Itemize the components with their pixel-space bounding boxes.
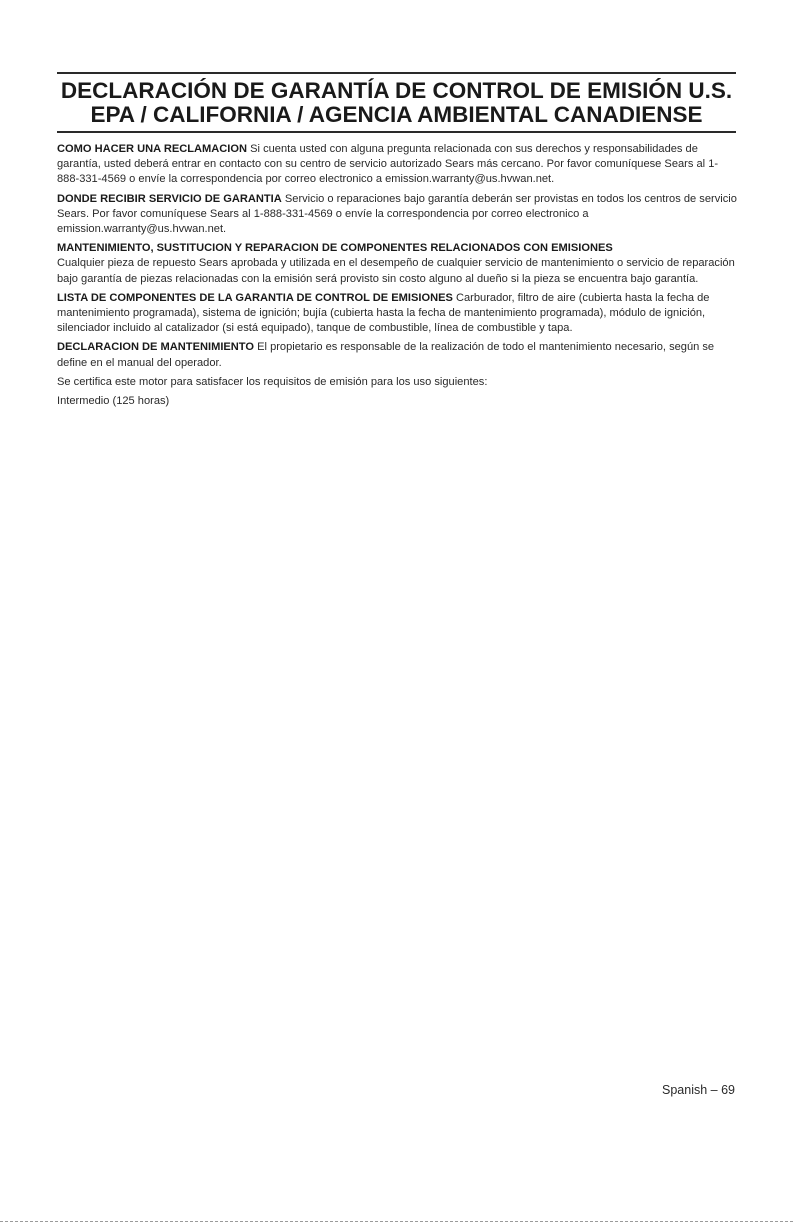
- section-text: Si cuenta usted con alguna pregunta relacionada con sus derechos y responsabilidades de garantía, usted deberá entrar en contacto con su centro de servicio autorizado Sears más cercano. Por favor comuníquese Sears al 1-888-331-4569 o envíe la correspondencia por correo electronico a emission.warranty@us.hvwan.net.: [57, 143, 719, 186]
- section-text: El propietario es responsable de la realización de todo el mantenimiento necesario, según se define en el manual del operador.: [57, 341, 715, 369]
- title-line-2: EPA / CALIFORNIA / AGENCIA AMBIENTAL CANADIENSE: [90, 102, 703, 127]
- section-heading: DECLARACION DE MANTENIMIENTO: [57, 341, 255, 354]
- section-heading: MANTENIMIENTO, SUSTITUCION Y REPARACION DE COMPONENTES RELACIONADOS CON EMISIONES: [57, 242, 613, 255]
- scan-edge-line: [0, 1221, 793, 1222]
- section-donde-recibir-servicio: [57, 192, 738, 238]
- page-title: [57, 79, 736, 127]
- section-text: Carburador, filtro de aire (cubierta hasta la fecha de mantenimiento programada), sistema de ignición; bujía (cubierta hasta la fecha de mantenimiento programada), módulo de ignición, silenciador incluido al catalizador (si está equipado), tanque de combustible, línea de combustible y tapa.: [57, 291, 710, 335]
- section-heading: COMO HACER UNA RECLAMACION: [57, 143, 248, 155]
- section-declaracion-mantenimiento: [57, 340, 738, 370]
- section-heading: DONDE RECIBIR SERVICIO DE GARANTIA: [57, 192, 282, 205]
- section-mantenimiento-sustitucion: [57, 241, 738, 287]
- section-text: Cualquier pieza de repuesto Sears aprobada y utilizada en el desempeño de cualquier servicio de mantenimiento o servicio de reparación bajo garantía de piezas relacionadas con la emisión será provisto sin costo alguno al dueño si la pieza se encuentra bajo garantía.: [57, 257, 735, 285]
- title-bottom-rule: [57, 131, 736, 133]
- title-line-1: DECLARACIÓN DE GARANTÍA DE CONTROL DE EMISIÓN U.S.: [60, 78, 733, 103]
- section-heading: LISTA DE COMPONENTES DE LA GARANTIA DE CONTROL DE EMISIONES: [57, 291, 453, 304]
- certification-statement: Se certifica este motor para satisfacer los requisitos de emisión para los uso siguientes:: [57, 375, 488, 388]
- section-lista-componentes: [57, 291, 738, 337]
- document-body: [57, 142, 738, 413]
- section-text: Servicio o reparaciones bajo garantía deberán ser provistas en todos los centros de servicio Sears. Por favor comuníquese Sears al 1-888-331-4569 o envíe la correspondencia por correo electronico a emission.warranty@us.hvwan.net.: [57, 192, 737, 236]
- title-top-rule: [57, 72, 736, 74]
- page-number: Spanish – 69: [662, 1083, 735, 1097]
- section-como-hacer-reclamacion: [57, 142, 738, 188]
- usage-category: Intermedio (125 horas): [57, 395, 170, 408]
